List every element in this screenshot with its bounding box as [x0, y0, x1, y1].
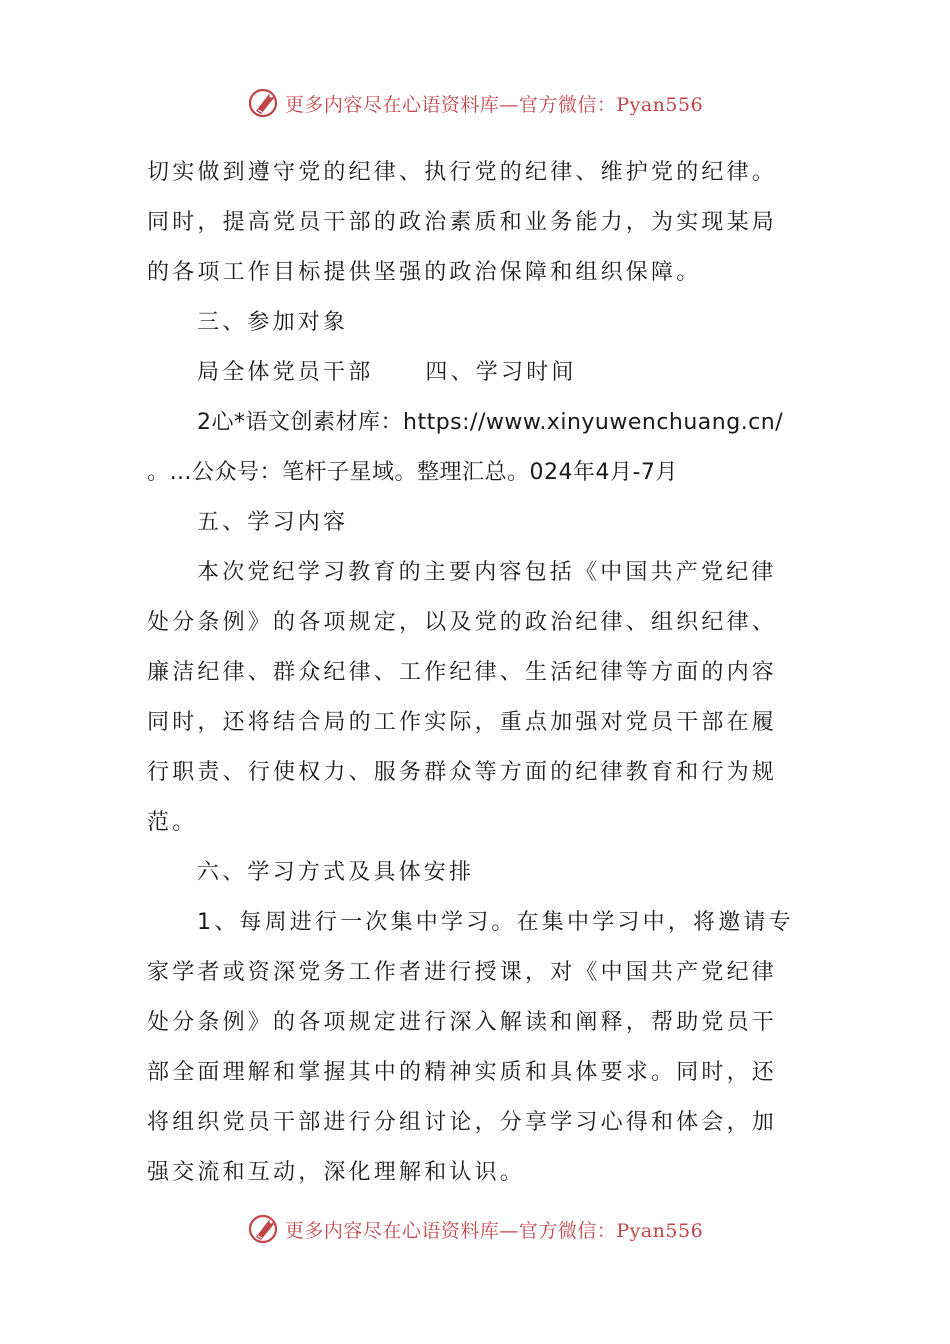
paragraph-line: 1、每周进行一次集中学习。在集中学习中，将邀请专 — [197, 910, 794, 935]
section-heading-time: 四、学习时间 — [425, 360, 577, 385]
paragraph-line: 同时，还将结合局的工作实际，重点加强对党员干部在履 — [147, 710, 778, 735]
footer-banner — [0, 1212, 950, 1246]
pen-nib-circle-icon — [247, 1212, 281, 1246]
section-heading-method: 六、学习方式及具体安排 — [197, 860, 475, 885]
paragraph-line: 的各项工作目标提供坚强的政治保障和组织保障。 — [147, 260, 702, 285]
pen-nib-circle-icon — [247, 86, 281, 120]
paragraph-line: 部全面理解和掌握其中的精神实质和具体要求。同时，还 — [147, 1060, 778, 1085]
paragraph-line: 本次党纪学习教育的主要内容包括《中国共产党纪律 — [197, 560, 777, 585]
paragraph-line: 范。 — [147, 810, 198, 835]
paragraph-line: 切实做到遵守党的纪律、执行党的纪律、维护党的纪律。 — [147, 160, 778, 185]
paragraph-line: 将组织党员干部进行分组讨论，分享学习心得和体会，加 — [147, 1110, 778, 1135]
source-watermark-line: 2心*语文创素材库：https://www.xinyuwenchuang.cn/ — [197, 410, 784, 435]
paragraph-line: 强交流和互动，深化理解和认识。 — [147, 1160, 526, 1185]
header-banner-text: 更多内容尽在心语资料库—官方微信：Pyan556 — [284, 93, 704, 116]
footer-banner-text: 更多内容尽在心语资料库—官方微信：Pyan556 — [284, 1219, 704, 1242]
section-heading-participants: 三、参加对象 — [197, 310, 349, 335]
header-banner — [0, 86, 950, 120]
paragraph-line: 行职责、行使权力、服务群众等方面的纪律教育和行为规 — [147, 760, 778, 785]
paragraph-line: 廉洁纪律、群众纪律、工作纪律、生活纪律等方面的内容 — [147, 660, 778, 685]
paragraph-line: 处分条例》的各项规定，以及党的政治纪律、组织纪律、 — [147, 610, 778, 635]
participants-value: 局全体党员干部 — [197, 360, 374, 385]
participants-and-time-heading — [147, 348, 807, 398]
section-heading-content: 五、学习内容 — [197, 510, 349, 535]
paragraph-line: 家学者或资深党务工作者进行授课，对《中国共产党纪律 — [147, 960, 778, 985]
paragraph-line: 处分条例》的各项规定进行深入解读和阐释，帮助党员干 — [147, 1010, 778, 1035]
paragraph-line: 同时，提高党员干部的政治素质和业务能力，为实现某局 — [147, 210, 778, 235]
source-watermark-line: 。…公众号：笔杆子星域。整理汇总。024年4月-7月 — [147, 460, 678, 485]
document-body — [147, 148, 807, 1198]
